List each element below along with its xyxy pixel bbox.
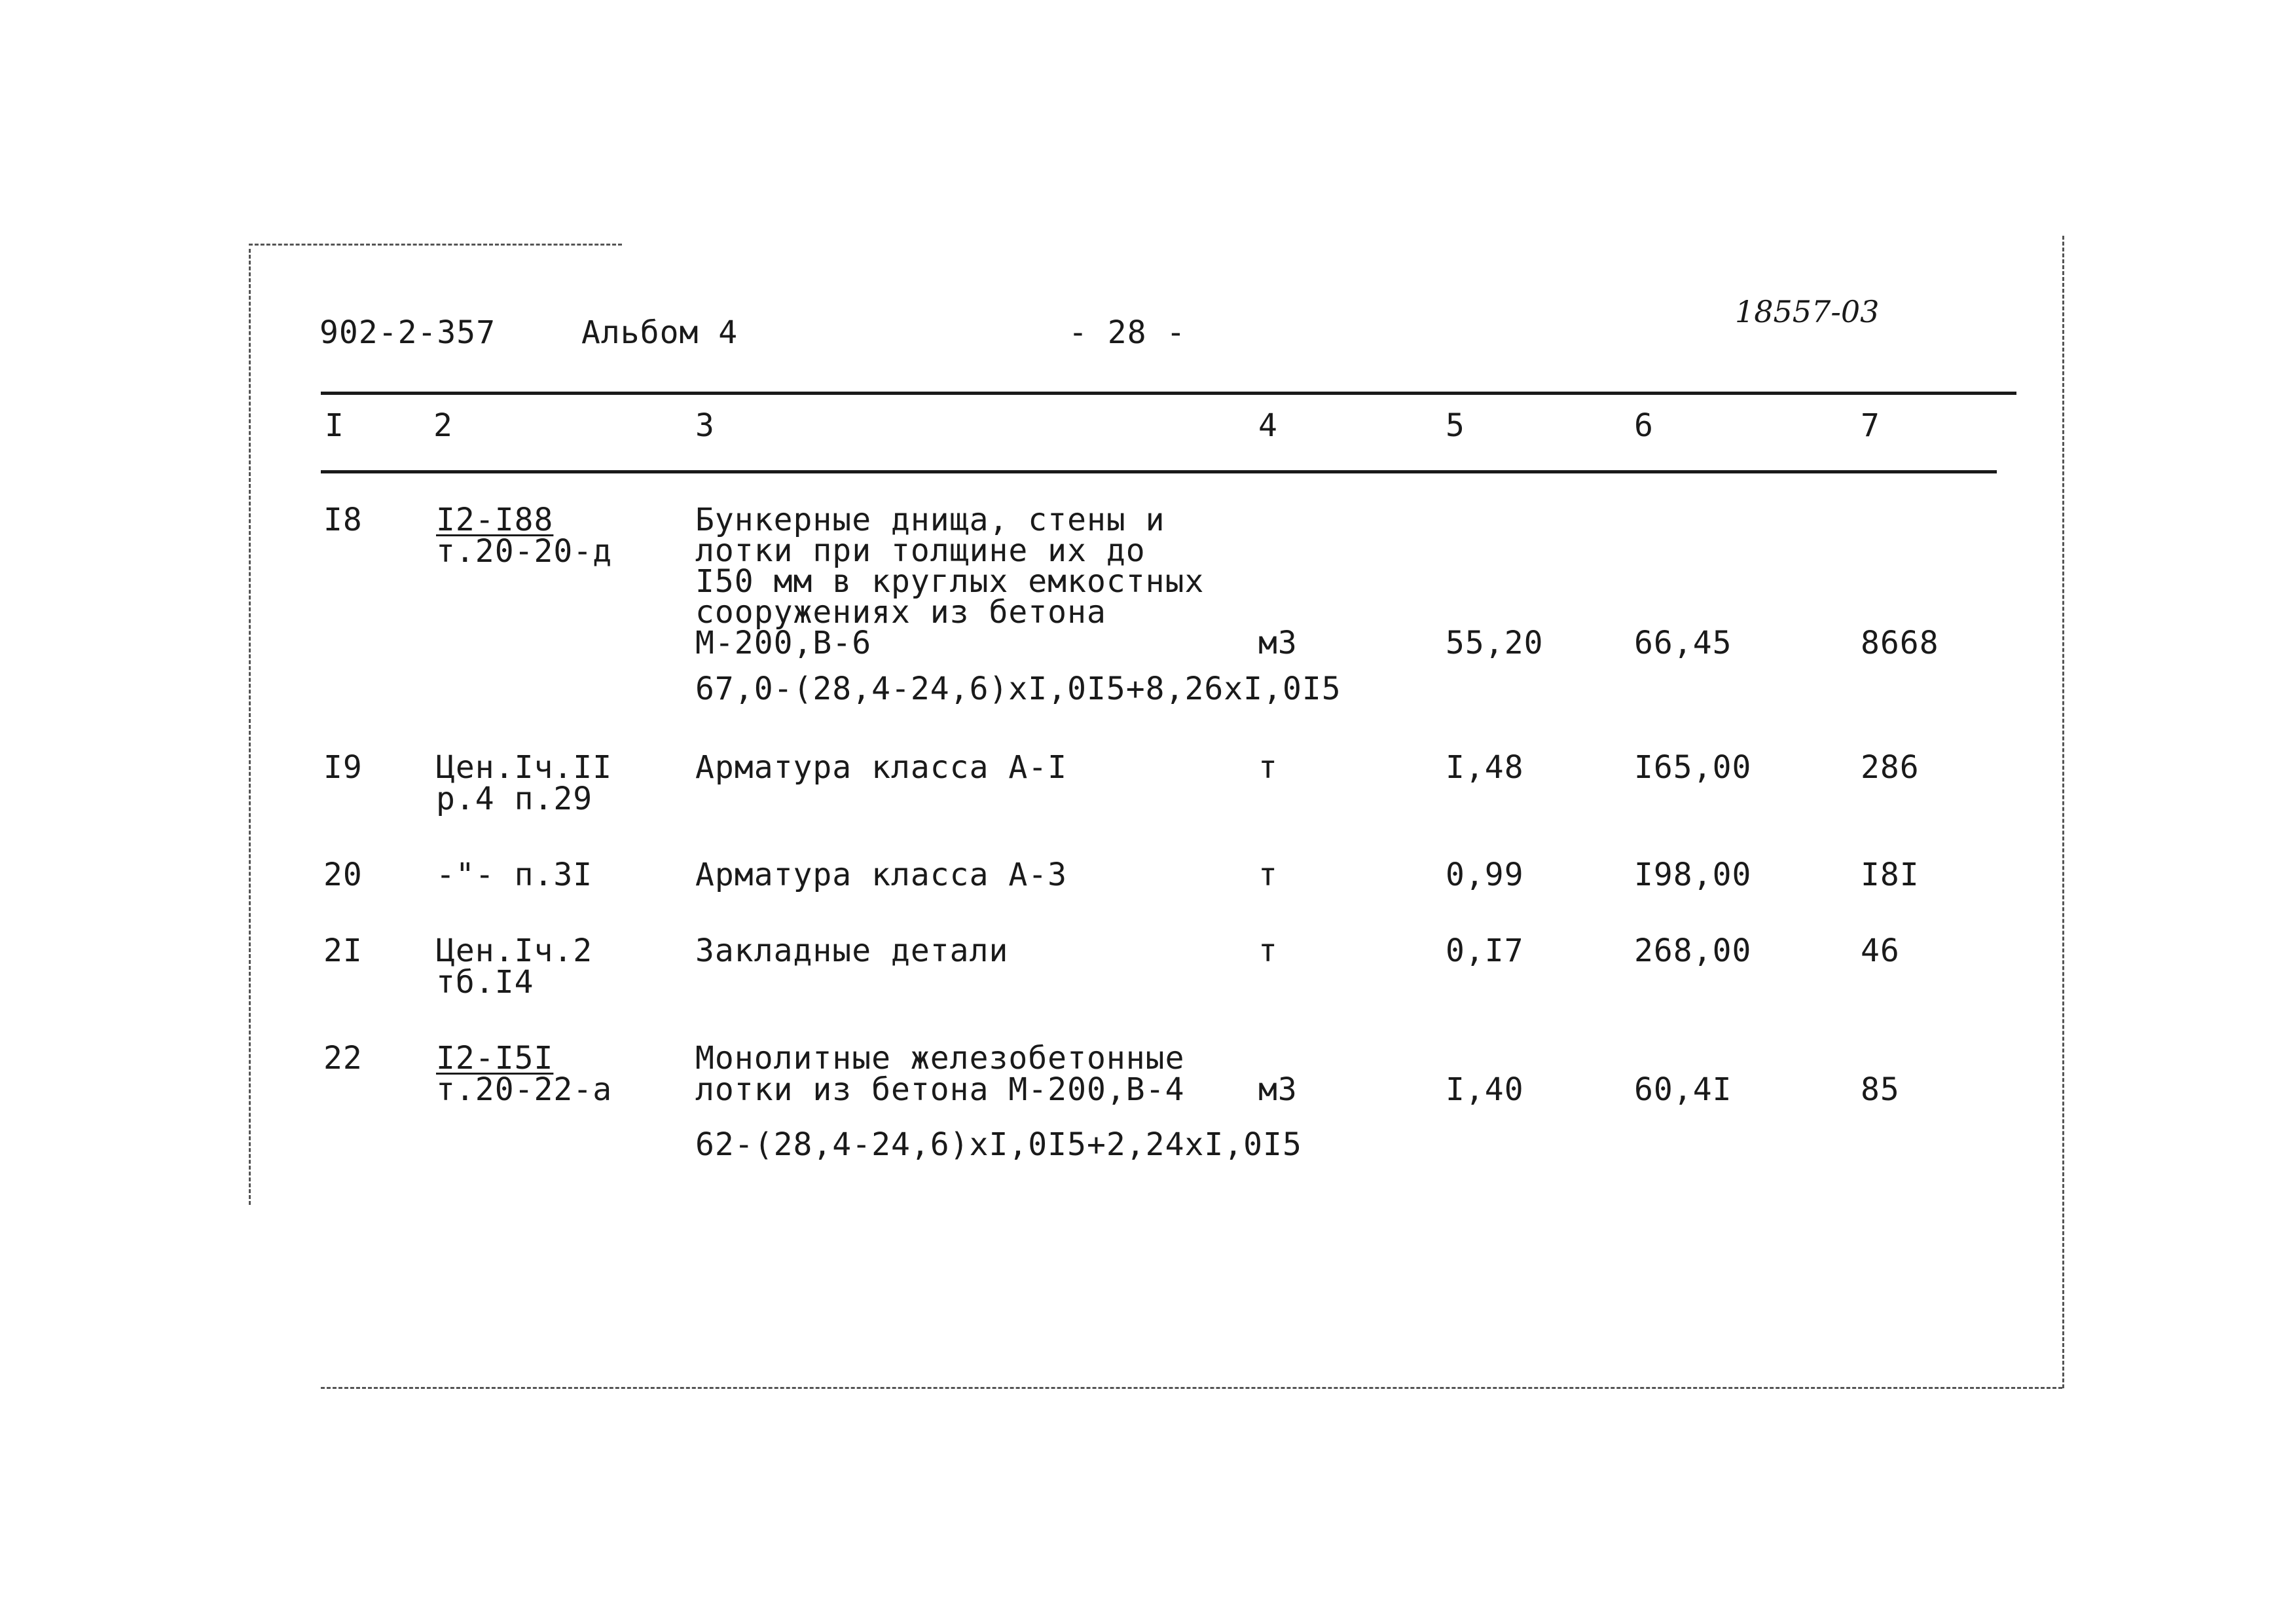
column-header-6: 6	[1634, 407, 1654, 444]
row-total: 46	[1861, 932, 1900, 969]
row-description-line: Бункерные днища, стены и	[695, 502, 1165, 538]
row-number: I8	[323, 502, 363, 538]
row-number: 20	[323, 857, 363, 893]
row-quantity: 55,20	[1446, 625, 1544, 661]
row-description-line: М-200,В-6	[695, 625, 872, 661]
row-quantity: 0,I7	[1446, 932, 1524, 969]
row-price: 66,45	[1634, 625, 1732, 661]
row-unit: т	[1258, 857, 1278, 893]
row-code-line1: Цен.Iч.2	[436, 932, 593, 969]
row-code-line2: т.20-20-д	[436, 533, 613, 570]
row-unit: м3	[1258, 625, 1298, 661]
row-price: 268,00	[1634, 932, 1752, 969]
column-header-2: 2	[433, 407, 453, 444]
column-header-5: 5	[1446, 407, 1465, 444]
row-description-line: I50 мм в круглых емкостных	[695, 563, 1205, 600]
frame-left	[249, 249, 251, 1205]
column-header-3: 3	[695, 407, 715, 444]
row-number: 22	[323, 1040, 363, 1077]
frame-bottom	[321, 1387, 2062, 1389]
row-total: 8668	[1861, 625, 1939, 661]
row-code-line1: I2-I88	[436, 502, 554, 538]
header-rule-top	[321, 392, 2016, 395]
row-description-line: лотки из бетона М-200,В-4	[695, 1071, 1185, 1108]
page-number: - 28 -	[1068, 314, 1186, 351]
row-price: I65,00	[1634, 749, 1752, 786]
column-header-4: 4	[1258, 407, 1278, 444]
row-description-line: Закладные детали	[695, 932, 1009, 969]
row-description-line: лотки при толщине их до	[695, 532, 1146, 569]
row-quantity: 0,99	[1446, 857, 1524, 893]
row-total: 85	[1861, 1071, 1900, 1108]
row-code-line2: р.4 п.29	[436, 781, 593, 817]
header-rule-bottom	[321, 470, 1997, 473]
column-header-1: I	[325, 407, 344, 444]
handwritten-number: 18557-03	[1735, 294, 1880, 329]
row-formula: 62-(28,4-24,6)хI,0I5+2,24хI,0I5	[695, 1126, 1302, 1163]
row-code-line1: Цен.Iч.II	[436, 749, 613, 786]
row-description-line: Монолитные железобетонные	[695, 1040, 1185, 1077]
row-description-line: сооружениях из бетона	[695, 594, 1106, 631]
row-total: 286	[1861, 749, 1920, 786]
frame-top-left	[249, 244, 622, 246]
row-code-line1: -"- п.3I	[436, 857, 593, 893]
row-unit: т	[1258, 932, 1278, 969]
row-quantity: I,48	[1446, 749, 1524, 786]
row-code-line2: т.20-22-а	[436, 1071, 613, 1108]
album-label: Альбом 4	[581, 314, 738, 351]
column-header-7: 7	[1861, 407, 1880, 444]
row-unit: м3	[1258, 1071, 1298, 1108]
row-code-line2: тб.I4	[436, 964, 534, 1001]
row-price: 60,4I	[1634, 1071, 1732, 1108]
row-number: 2I	[323, 932, 363, 969]
row-quantity: I,40	[1446, 1071, 1524, 1108]
row-total: I8I	[1861, 857, 1920, 893]
row-unit: т	[1258, 749, 1278, 786]
row-description-line: Арматура класса А-3	[695, 857, 1068, 893]
frame-right	[2062, 236, 2064, 1388]
row-code-line1: I2-I5I	[436, 1040, 554, 1077]
doc-code: 902-2-357	[319, 314, 496, 351]
row-description-line: Арматура класса А-I	[695, 749, 1068, 786]
row-price: I98,00	[1634, 857, 1752, 893]
row-number: I9	[323, 749, 363, 786]
row-formula: 67,0-(28,4-24,6)хI,0I5+8,26хI,0I5	[695, 671, 1341, 707]
